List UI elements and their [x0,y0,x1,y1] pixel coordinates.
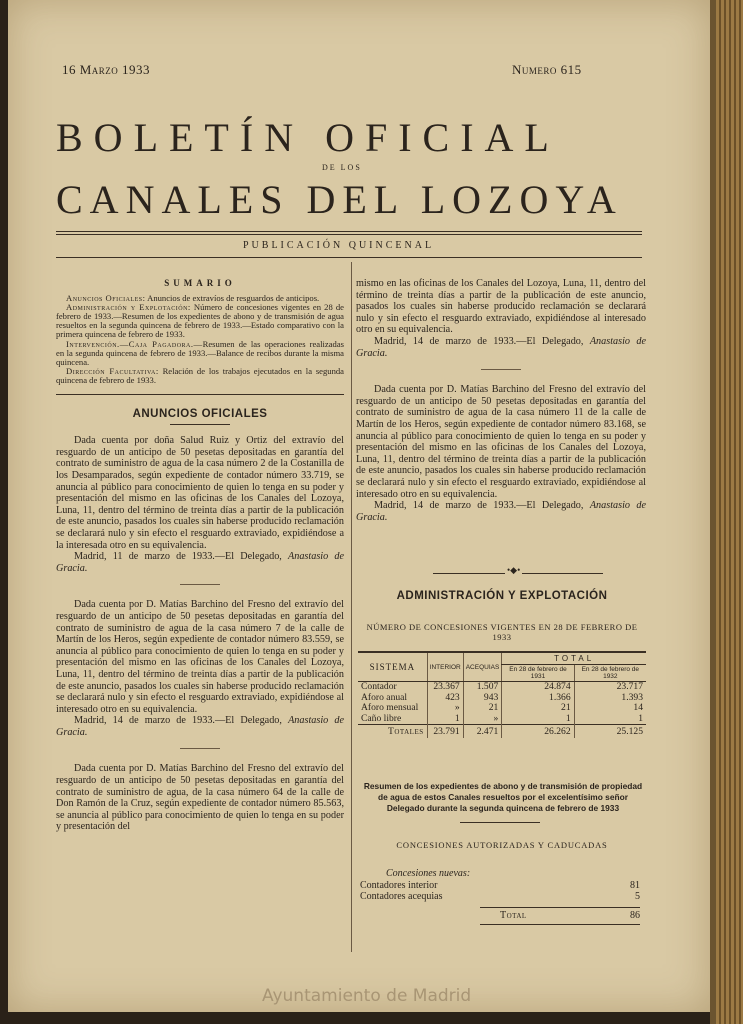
book-edge [716,0,743,1024]
notice-separator [481,369,521,370]
heading-rule [170,424,230,425]
list-item: Contadores interior 81 [360,879,640,891]
cell: 21 [502,703,574,714]
cell: 1 [574,714,646,725]
notice-continuation: mismo en las oficinas de los Canales del Lozoya, Luna, 11, dentro del término de treinta días a partir de la publicación de este anuncio, pasados los cuales sin haberse producido reclamación se declarará nulo y sin efecto el resguardo extraviado, expidiéndose al interesado otro en su equivalencia. [356,278,646,336]
newspaper-page [8,0,710,1012]
sumario-rule [56,394,344,395]
issue-date: 16 Marzo 1933 [62,62,151,77]
cell: 1.366 [502,693,574,704]
notice-body: Dada cuenta por D. Matías Barchino del Fresno del extravío del resguardo de un anticipo de 50 pesetas depositadas en garantía del contrato de suministro de agua de la casa número 11 de la calle de Martín de los Heros, según expediente de contador número 83.168, se anuncia al público para conocimiento de quien lo tenga en su poder y presentación del mismo en las oficinas de los Canales del Lozoya, Luna, 11, dentro del término de treinta días a partir de la publicación de este anuncio, pasados los cuales sin haberse producido reclamación se declarará nulo y sin efecto el resguardo extraviado, expidiéndose al interesado otro en su equivalencia. [356,384,646,500]
list-total: Total 86 [480,907,640,922]
sumario-list [56,294,344,386]
masthead-rule-2 [56,234,642,235]
nuevas-label: Concesiones nuevas: [386,868,471,879]
row-label: Aforo anual [361,691,408,703]
notice-signature: Madrid, 14 de marzo de 1933.—El Delegado, Anastasio de Gracia. [56,715,344,738]
masthead-line1: BOLETÍN OFICIAL [56,115,560,160]
sumario-item: Administración y Explotación: Número de concesiones vigentes en 28 de febrero de 1933.—Resumen de los expedientes de abono y de transmisión de agua resueltos en la segunda quincena de febrero de 1933.—Estado comparativo con la primera quincena de febrero de 1933. [56,301,344,340]
section-ornament [433,573,603,574]
col-acequias: ACEQUIAS [463,652,502,682]
table-header-row [358,652,646,665]
cell: 423 [427,693,463,704]
cell: » [463,714,502,725]
table-title: NÚMERO DE CONCESIONES VIGENTES EN 28 DE FEBRERO DE 1933 [366,622,638,642]
row-label: Contador [361,681,397,692]
column-divider [351,262,352,952]
issue-number: Numero 615 [512,62,582,77]
list-item: Contadores acequias 5 [360,891,640,902]
watermark-footer: Ayuntamiento de Madrid [262,986,472,1006]
right-column [356,278,646,523]
cell: 26.262 [502,725,574,738]
row-label: Caño libre [361,712,402,724]
col-interior: INTERIOR [427,652,463,682]
sumario-item: Intervención.—Caja Pagadora.—Resumen de las operaciones realizadas en la segunda quincena de febrero de 1933.—Balance de recibos durante la misma quincena. [56,338,344,368]
list-total-rule [480,924,640,925]
notice-body: Dada cuenta por doña Salud Ruiz y Ortiz del extravío del resguardo de un anticipo de 50 pesetas depositadas en garantía del contrato de suministro de agua de la casa número 2 de la Costanilla de los Desamparados, según expediente de contador número 33.719, se anuncia al público para conocimiento de quien lo tenga en su poder y presentación del mismo en las oficinas de los Canales del Lozoya, Luna, 11, dentro del término de treinta días a partir de la publicación de este anuncio, pasados los cuales sin haberse producido reclamación se declarará nulo y sin efecto el resguardo extraviado, expidiéndose a la interesada otro en su equivalencia. [56,435,344,551]
notice-signature: Madrid, 14 de marzo de 1933.—El Delegado, Anastasio de Gracia. [356,335,646,359]
publication-rule [56,257,642,258]
cell: 14 [574,703,646,714]
masthead-de-los: DE LOS [322,163,362,172]
table-row [358,703,646,714]
cell: 943 [463,693,502,704]
col-1931: En 28 de febrero de 1931 [502,665,574,682]
concesiones-heading: CONCESIONES AUTORIZADAS Y CADUCADAS [396,840,608,850]
notice-body: Dada cuenta por D. Matías Barchino del Fresno del extravío del resguardo de un anticipo de 50 pesetas depositadas en garantía del contrato de suministro de agua, de la casa número 64 de la calle de Don Ramón de la Cruz, según expediente de contador número 85.563, se anuncia al público para conocimiento de quien lo tenga en su poder y presentación del [56,763,344,833]
notice-signature: Madrid, 14 de marzo de 1933.—El Delegado, Anastasio de Gracia. [356,500,646,523]
notice-separator [180,748,220,749]
concessions-table [358,651,646,738]
col-sistema: SISTEMA [358,652,427,682]
table-total-row [358,725,646,738]
cell: » [427,703,463,714]
col-total: TOTAL [502,652,646,665]
masthead-line2: CANALES DEL LOZOYA [56,177,623,222]
cell: 21 [463,703,502,714]
cell: 23.717 [574,682,646,693]
cell: 25.125 [574,725,646,738]
masthead-rule [56,231,642,232]
sumario-item: Dirección Facultativa: Relación de los trabajos ejecutados en la segunda quincena de febrero de 1933. [56,366,344,386]
cell: 23.791 [427,725,463,738]
cell: 23.367 [427,682,463,693]
row-label: Totales [358,725,427,738]
cell: 1 [502,714,574,725]
resumen-heading: Resumen de los expedientes de abono y de transmisión de propiedad de agua de estos Canales resueltos por el excelentísimo señor Delegado durante la segunda quincena de febrero de 1933 [363,781,643,813]
concesiones-list [360,868,640,925]
table-row [358,682,646,693]
notice-body: Dada cuenta por D. Matías Barchino del Fresno del extravío del resguardo de un anticipo de 50 pesetas depositadas en garantía del contrato de suministro de agua de la casa número 7 de la calle de Martín de los Heros, según expediente de contador número 83.559, se anuncia al público para conocimiento de quien lo tenga en su poder y presentación del mismo en las oficinas de los Canales del Lozoya, Luna, 11, dentro del término de treinta días a partir de la publicación de este anuncio, pasados los cuales sin haberse producido reclamación se declarará nulo y sin efecto el resguardo extraviado, expidiéndose al interesado otro en su equivalencia. [56,599,344,715]
col-1932: En 28 de febrero de 1932 [574,665,646,682]
cell: 1.393 [574,693,646,704]
sumario-item: Anuncios Oficiales: Anuncios de extravíos de resguardos de anticipos. [66,292,320,303]
cell: 1.507 [463,682,502,693]
publication-frequency: PUBLICACIÓN QUINCENAL [243,240,435,251]
notice-signature: Madrid, 11 de marzo de 1933.—El Delegado, Anastasio de Gracia. [56,551,344,574]
cell: 2.471 [463,725,502,738]
anuncios-heading: ANUNCIOS OFICIALES [132,407,268,420]
resumen-rule [460,822,540,823]
notice-separator [180,584,220,585]
admin-heading: ADMINISTRACIÓN Y EXPLOTACIÓN [396,590,608,602]
sumario-heading: SUMARIO [164,278,236,288]
cell: 1 [427,714,463,725]
cell: 24.874 [502,682,574,693]
table-row [358,714,646,725]
row-label: Aforo mensual [361,702,419,713]
left-column [56,278,344,833]
